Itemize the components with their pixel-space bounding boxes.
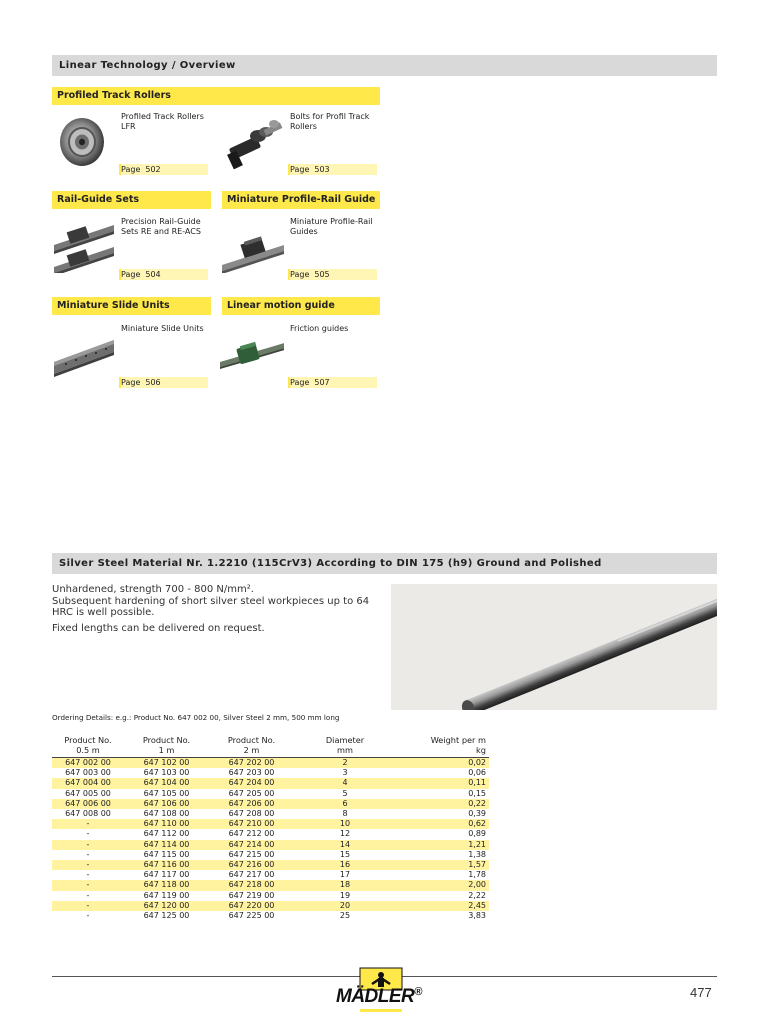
table-cell: - xyxy=(52,829,124,839)
track-roller-image xyxy=(52,112,116,170)
table-cell: 1,38 xyxy=(396,850,489,860)
table-cell: 12 xyxy=(294,829,396,839)
table-cell: 647 203 00 xyxy=(209,768,294,778)
table-cell: 0,89 xyxy=(396,829,489,839)
table-cell: 647 003 00 xyxy=(52,768,124,778)
table-cell: - xyxy=(52,840,124,850)
table-cell: 647 008 00 xyxy=(52,809,124,819)
table-cell: 647 208 00 xyxy=(209,809,294,819)
table-cell: 647 118 00 xyxy=(124,880,209,890)
table-cell: - xyxy=(52,860,124,870)
category-miniature-slide-units: Miniature Slide Units xyxy=(52,297,211,315)
silver-steel-header xyxy=(52,553,717,574)
table-cell: 647 119 00 xyxy=(124,891,209,901)
table-cell: 647 115 00 xyxy=(124,850,209,860)
table-cell: 647 120 00 xyxy=(124,901,209,911)
table-cell: 2,22 xyxy=(396,891,489,901)
table-row xyxy=(52,778,489,788)
ordering-details: Ordering Details: e.g.: Product No. 647 002 00, Silver Steel 2 mm, 500 mm long xyxy=(52,713,340,722)
table-row xyxy=(52,758,489,769)
table-row xyxy=(52,829,489,839)
table-cell: 3,83 xyxy=(396,911,489,921)
table-cell: 2,00 xyxy=(396,880,489,890)
table-row xyxy=(52,880,489,890)
brand-name: MÄDLER xyxy=(336,986,415,1007)
table-cell: 1,21 xyxy=(396,840,489,850)
friction-guide-image xyxy=(220,322,284,380)
table-cell: - xyxy=(52,891,124,901)
col-header: Product No. 2 m xyxy=(209,735,294,758)
col-header: Weight per m kg xyxy=(396,735,489,758)
table-cell: 647 004 00 xyxy=(52,778,124,788)
table-row xyxy=(52,891,489,901)
table-cell: 647 103 00 xyxy=(124,768,209,778)
category-miniature-profile-rail-guide: Miniature Profile-Rail Guide xyxy=(222,191,380,209)
table-cell: 4 xyxy=(294,778,396,788)
maedler-logo xyxy=(336,966,436,1016)
table-cell: 19 xyxy=(294,891,396,901)
category-linear-motion-guide: Linear motion guide xyxy=(222,297,380,315)
table-row xyxy=(52,901,489,911)
table-cell: 647 205 00 xyxy=(209,789,294,799)
table-cell: 1,57 xyxy=(396,860,489,870)
table-row xyxy=(52,789,489,799)
table-cell: 647 125 00 xyxy=(124,911,209,921)
category-rail-guide-sets: Rail-Guide Sets xyxy=(52,191,211,209)
product-name: Miniature Profile-Rail Guides xyxy=(290,217,373,236)
table-cell: 647 005 00 xyxy=(52,789,124,799)
table-cell: 25 xyxy=(294,911,396,921)
table-cell: 10 xyxy=(294,819,396,829)
table-cell: 0,39 xyxy=(396,809,489,819)
table-row xyxy=(52,809,489,819)
table-cell: - xyxy=(52,911,124,921)
table-cell: 647 116 00 xyxy=(124,860,209,870)
table-cell: 16 xyxy=(294,860,396,870)
table-cell: - xyxy=(52,870,124,880)
table-cell: 14 xyxy=(294,840,396,850)
product-name: Miniature Slide Units xyxy=(121,324,204,333)
table-cell: 0,02 xyxy=(396,758,489,769)
table-cell: 647 105 00 xyxy=(124,789,209,799)
table-cell: 647 216 00 xyxy=(209,860,294,870)
table-cell: 647 206 00 xyxy=(209,799,294,809)
table-cell: 647 108 00 xyxy=(124,809,209,819)
table-cell: 15 xyxy=(294,850,396,860)
page-number: 477 xyxy=(690,985,712,1000)
table-row xyxy=(52,799,489,809)
table-cell: 647 002 00 xyxy=(52,758,124,769)
product-name: Friction guides xyxy=(290,324,349,333)
table-cell: 647 214 00 xyxy=(209,840,294,850)
overview-header xyxy=(52,55,717,76)
table-cell: 2,45 xyxy=(396,901,489,911)
table-cell: 0,11 xyxy=(396,778,489,788)
col-header: Product No. 1 m xyxy=(124,735,209,758)
table-header-row xyxy=(52,735,489,758)
product-name: Precision Rail-Guide Sets RE and RE-ACS xyxy=(121,217,201,236)
col-header: Product No. 0.5 m xyxy=(52,735,124,758)
table-cell: - xyxy=(52,901,124,911)
table-cell: 18 xyxy=(294,880,396,890)
fixed-lengths-text: Fixed lengths can be delivered on request. xyxy=(52,622,265,634)
table-cell: 0,15 xyxy=(396,789,489,799)
table-row xyxy=(52,911,489,921)
table-cell: 647 104 00 xyxy=(124,778,209,788)
table-cell: 5 xyxy=(294,789,396,799)
table-cell: 0,06 xyxy=(396,768,489,778)
table-cell: 647 112 00 xyxy=(124,829,209,839)
silver-steel-rod-image xyxy=(391,584,717,710)
table-cell: 20 xyxy=(294,901,396,911)
table-cell: 647 110 00 xyxy=(124,819,209,829)
table-cell: 647 204 00 xyxy=(209,778,294,788)
bolt-image xyxy=(220,112,284,170)
table-cell: 647 215 00 xyxy=(209,850,294,860)
table-cell: 647 102 00 xyxy=(124,758,209,769)
table-cell: 647 212 00 xyxy=(209,829,294,839)
silver-steel-description xyxy=(52,584,388,634)
table-row xyxy=(52,819,489,829)
table-cell: 647 220 00 xyxy=(209,901,294,911)
table-cell: 647 006 00 xyxy=(52,799,124,809)
strength-text: Unhardened, strength 700 - 800 N/mm². xyxy=(52,584,254,595)
table-row xyxy=(52,768,489,778)
table-cell: 647 106 00 xyxy=(124,799,209,809)
silver-steel-table xyxy=(52,735,489,921)
page-ref[interactable]: Page 506 xyxy=(119,377,208,388)
table-cell: 1,78 xyxy=(396,870,489,880)
table-cell: 8 xyxy=(294,809,396,819)
table-cell: 2 xyxy=(294,758,396,769)
overview-title: Linear Technology / Overview xyxy=(59,60,236,71)
product-name: Profiled Track Rollers LFR xyxy=(121,112,204,131)
category-profiled-track-rollers: Profiled Track Rollers xyxy=(52,87,380,105)
col-header: Diameter mm xyxy=(294,735,396,758)
page-ref[interactable]: Page 503 xyxy=(288,164,377,175)
table-cell: 647 225 00 xyxy=(209,911,294,921)
table-cell: 647 202 00 xyxy=(209,758,294,769)
table-cell: 6 xyxy=(294,799,396,809)
table-cell: 647 218 00 xyxy=(209,880,294,890)
table-cell: - xyxy=(52,819,124,829)
table-cell: 647 217 00 xyxy=(209,870,294,880)
table-row xyxy=(52,840,489,850)
table-cell: 17 xyxy=(294,870,396,880)
table-cell: 0,62 xyxy=(396,819,489,829)
table-cell: 0,22 xyxy=(396,799,489,809)
table-row xyxy=(52,870,489,880)
rail-guide-image xyxy=(52,215,116,273)
table-cell: 647 114 00 xyxy=(124,840,209,850)
page-ref[interactable]: Page 504 xyxy=(119,269,208,280)
hardening-text: Subsequent hardening of short silver steel workpieces up to 64 HRC is well possible. xyxy=(52,595,370,618)
profile-rail-image xyxy=(220,215,284,273)
table-cell: 647 117 00 xyxy=(124,870,209,880)
registered-mark: ® xyxy=(414,986,422,998)
table-cell: 647 210 00 xyxy=(209,819,294,829)
page-ref[interactable]: Page 507 xyxy=(288,377,377,388)
table-cell: - xyxy=(52,850,124,860)
table-cell: 3 xyxy=(294,768,396,778)
page-ref[interactable]: Page 502 xyxy=(119,164,208,175)
table-row xyxy=(52,860,489,870)
silver-steel-title: Silver Steel Material Nr. 1.2210 (115CrV3) According to DIN 175 (h9) Ground and Polished xyxy=(59,558,602,569)
slide-unit-image xyxy=(52,322,116,380)
table-cell: 647 219 00 xyxy=(209,891,294,901)
table-cell: - xyxy=(52,880,124,890)
product-name: Bolts for Profil Track Rollers xyxy=(290,112,370,131)
table-row xyxy=(52,850,489,860)
page-ref[interactable]: Page 505 xyxy=(288,269,377,280)
